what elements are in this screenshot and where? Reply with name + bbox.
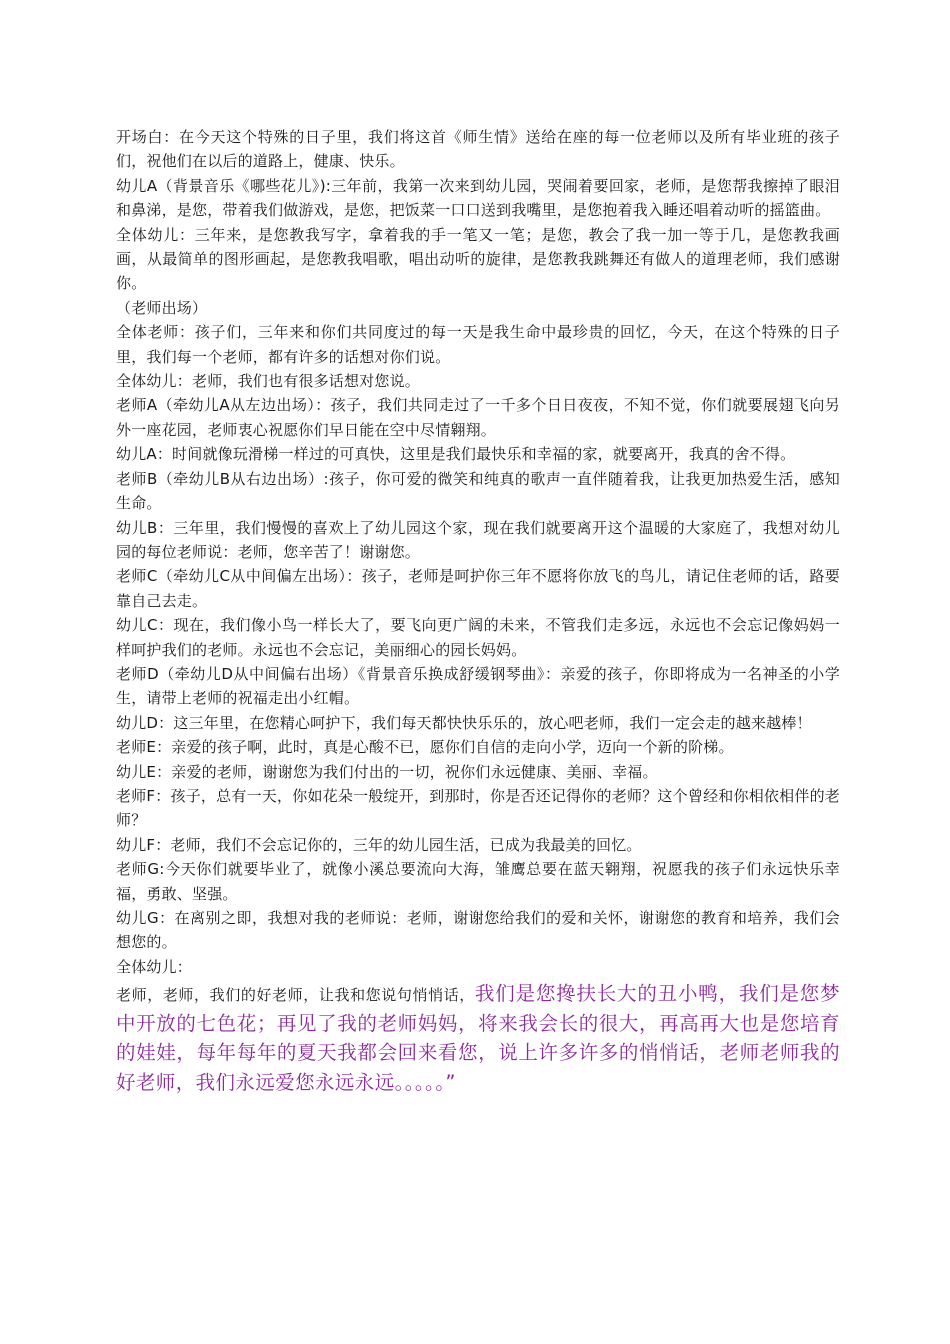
paragraph-all-children-2: 全体幼儿：老师，我们也有很多话想对您说。 <box>116 372 421 391</box>
paragraph-child-a: 幼儿A：时间就像玩滑梯一样过的可真快，这里是我们最快乐和幸福的家，就要离开，我真的舍不得。 <box>116 445 796 464</box>
final-verse-highlight: 我们是您搀扶长大的丑小鸭，我们是您梦中开放的七色花；再见了我的老师妈妈，将来我会长的很大，再高再大也是您培育的娃娃，每年每年的夏天我都会回来看您，说上许多许多的悄悄话，老师老师我的好老师，我们永远爱您永远永远。。。。。” <box>116 982 841 1094</box>
paragraph-teacher-c: 老师C（牵幼儿C从中间偏左出场）：孩子，老师是呵护你三年不愿将你放飞的鸟儿，请记住老师的话，路要靠自己去走。 <box>116 567 840 610</box>
paragraph-child-a-intro: 幼儿A（背景音乐《哪些花儿》):三年前，我第一次来到幼儿园，哭闹着要回家，老师，是您帮我擦掉了眼泪和鼻涕，是您，带着我们做游戏，是您，把饭菜一口口送到我嘴里，是您抱着我入睡还唱着动听的摇篮曲。 <box>116 176 840 220</box>
paragraph-teacher-e: 老师E：亲爱的孩子啊，此时，真是心酸不已，愿你们自信的走向小学，迈向一个新的阶梯。 <box>116 738 734 757</box>
paragraph-teacher-g: 老师G:今天你们就要毕业了，就像小溪总要流向大海，雏鹰总要在蓝天翱翔，祝愿我的孩子们永远快乐幸福，勇敢、坚强。 <box>116 860 840 903</box>
paragraph-all-children-3: 全体幼儿： <box>116 957 193 976</box>
paragraph-all-teachers: 全体老师：孩子们，三年来和你们共同度过的每一天是我生命中最珍贵的回忆，今天，在这个特殊的日子里，我们每一个老师，都有许多的话想对你们说。 <box>116 323 840 366</box>
document-page <box>116 125 840 1097</box>
paragraph-child-c: 幼儿C：现在，我们像小鸟一样长大了，要飞向更广阔的未来，不管我们走多远，永远也不会忘记像妈妈一样呵护我们的老师。永远也不会忘记，美丽细心的园长妈妈。 <box>116 616 840 659</box>
paragraph-teacher-d: 老师D（牵幼儿D从中间偏右出场）《背景音乐换成舒缓钢琴曲》：亲爱的孩子，你即将成为一名神圣的小学生，请带上老师的祝福走出小红帽。 <box>116 664 840 708</box>
paragraph-all-children-1: 全体幼儿：三年来，是您教我写字，拿着我的手一笔又一笔；是您，教会了我一加一等于几，是您教我画画，从最简单的图形画起，是您教我唱歌，唱出动听的旋律，是您教我跳舞还有做人的道理老师，我们感谢你。 <box>116 225 840 293</box>
final-verse-intro: 老师，老师，我们的好老师，让我和您说句悄悄话， <box>116 986 475 1005</box>
paragraph-child-e: 幼儿E：亲爱的老师，谢谢您为我们付出的一切，祝你们永远健康、美丽、幸福。 <box>116 762 658 781</box>
paragraph-teacher-a: 老师A（牵幼儿A从左边出场）：孩子，我们共同走过了一千多个日日夜夜，不知不觉，你们就要展翅飞向另外一座花园，老师衷心祝愿你们早日能在空中尽情翱翔。 <box>116 396 840 439</box>
paragraph-teacher-f: 老师F：孩子，总有一天，你如花朵一般绽开，到那时，你是否还记得你的老师？这个曾经和你相依相伴的老师？ <box>116 786 840 830</box>
paragraph-child-d: 幼儿D：这三年里，在您精心呵护下，我们每天都快快乐乐的，放心吧老师，我们一定会走的越来越棒！ <box>116 713 812 732</box>
paragraph-child-f: 幼儿F：老师，我们不会忘记你的，三年的幼儿园生活，已成为我最美的回忆。 <box>116 835 642 854</box>
paragraph-opening: 开场白：在今天这个特殊的日子里，我们将这首《师生情》送给在座的每一位老师以及所有毕业班的孩子们，祝他们在以后的道路上，健康、快乐。 <box>116 128 840 171</box>
paragraph-teacher-b: 老师B（牵幼儿B从右边出场）:孩子，你可爱的微笑和纯真的歌声一直伴随着我，让我更加热爱生活，感知生命。 <box>116 469 840 513</box>
paragraph-final-verse <box>116 979 840 1097</box>
paragraph-child-b: 幼儿B：三年里，我们慢慢的喜欢上了幼儿园这个家，现在我们就要离开这个温暖的大家庭了，我想对幼儿园的每位老师说：老师，您辛苦了！谢谢您。 <box>116 518 840 561</box>
paragraph-child-g: 幼儿G：在离别之即，我想对我的老师说：老师，谢谢您给我们的爱和关怀，谢谢您的教育和培养，我们会想您的。 <box>116 909 840 952</box>
paragraph-stage-direction: （老师出场） <box>116 298 208 317</box>
